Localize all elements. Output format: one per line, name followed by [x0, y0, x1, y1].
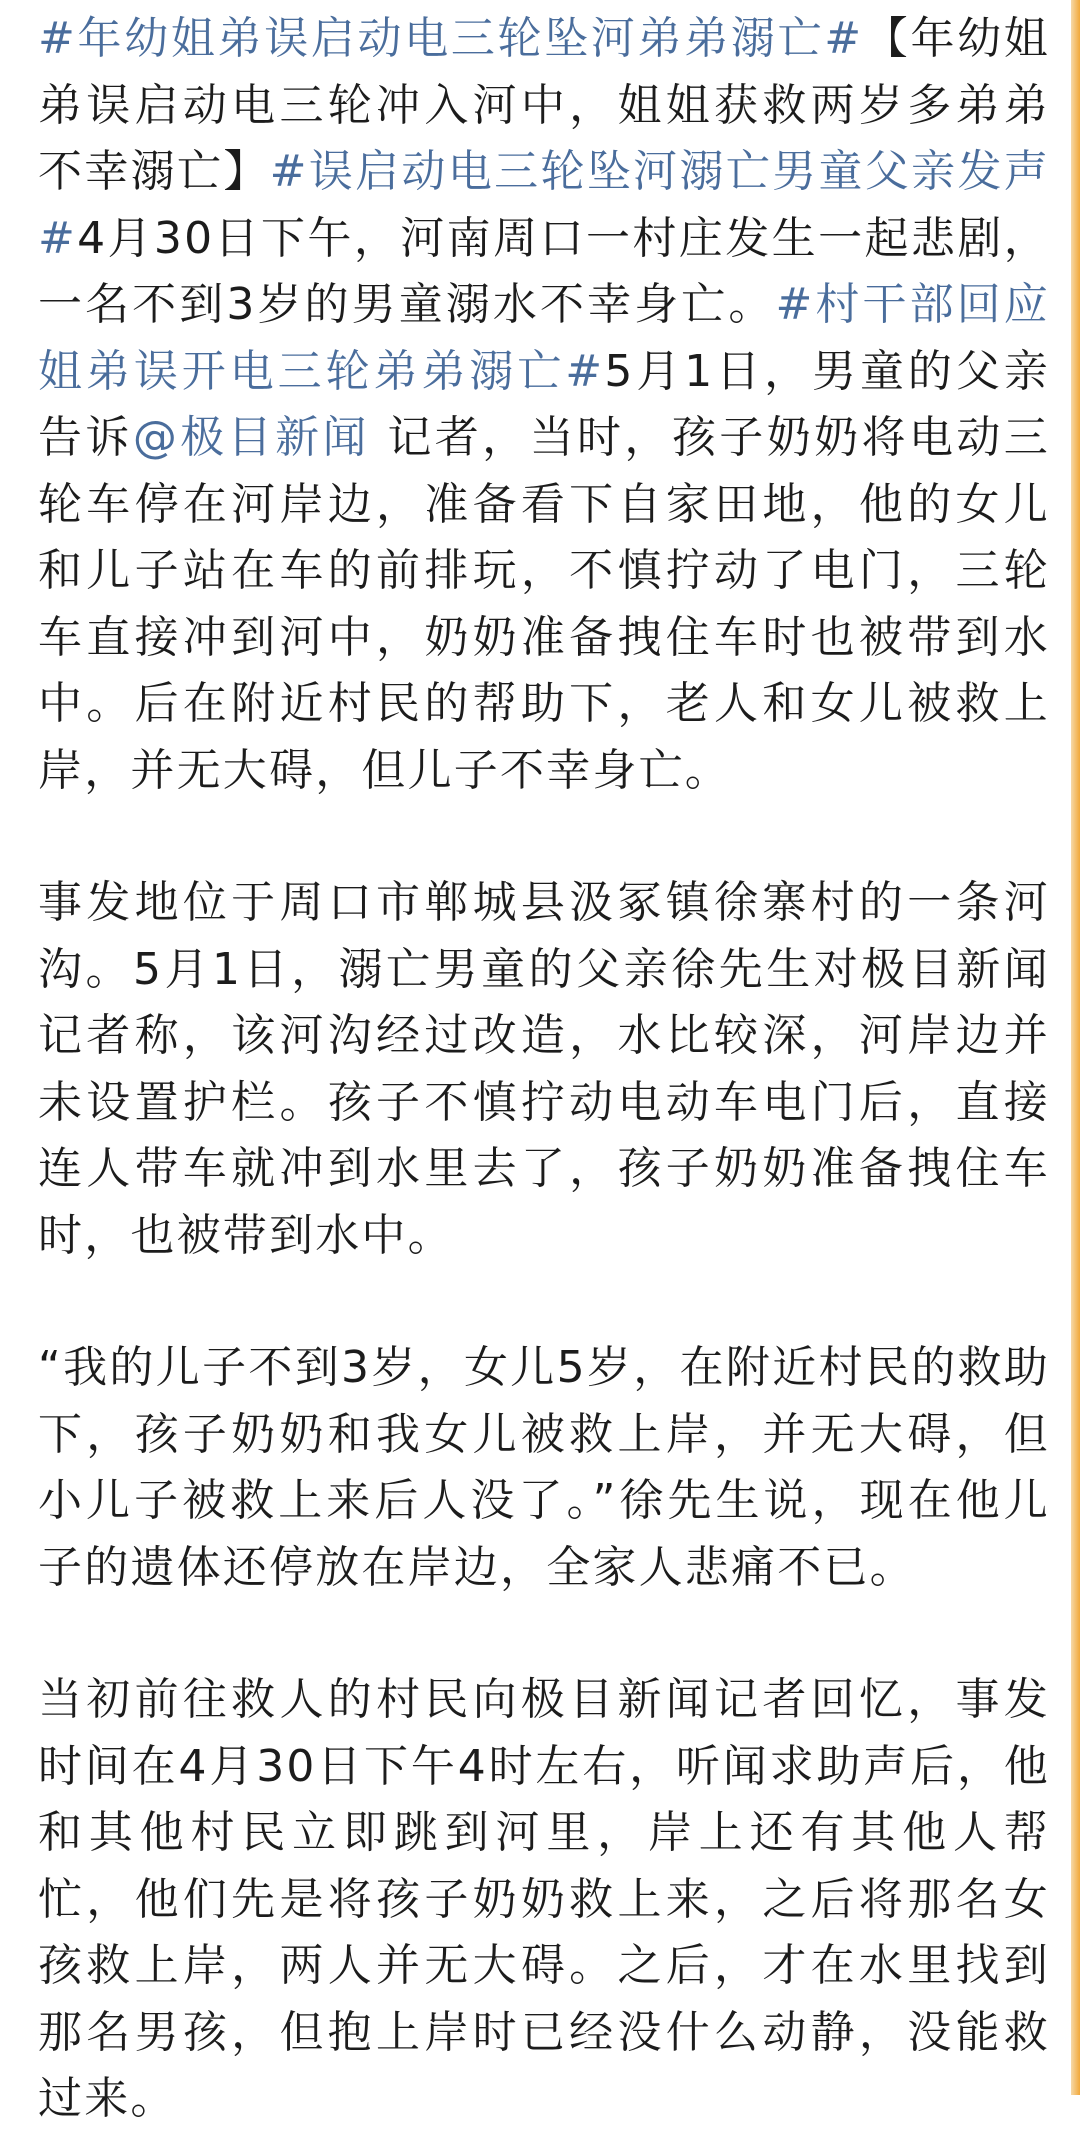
body-text: 记者，当时，孩子奶奶将电动三轮车停在河岸边，准备看下自家田地，他的女儿和儿子站在车的前排玩，不慎拧动了电门，三轮车直接冲到河中，奶奶准备拽住车时也被带到水中。后在附近村民的帮助下，老人和女儿被救上岸，并无大碍，但儿子不幸身亡。 — [38, 412, 1050, 796]
paragraph-4 — [38, 1667, 1050, 2133]
body-text: 当初前往救人的村民向极目新闻记者回忆，事发时间在4月30日下午4时左右，听闻求助声后，他和其他村民立即跳到河里，岸上还有其他人帮忙，他们先是将孩子奶奶救上来，之后将那名女孩救上岸，两人并无大碍。之后，才在水里找到那名男孩，但抱上岸时已经没什么动静，没能救过来。 — [38, 1674, 1050, 2124]
headline-text: 【年幼姐弟误启动电三轮冲入河中，姐姐获救两岁多弟弟不幸溺亡】 — [38, 13, 1050, 197]
post-body — [38, 6, 1050, 2133]
paragraph-3 — [38, 1335, 1050, 1601]
paragraph-1 — [38, 6, 1050, 804]
body-text: “我的儿子不到3岁，女儿5岁，在附近村民的救助下，孩子奶奶和我女儿被救上岸，并无大碍，但小儿子被救上来后人没了。”徐先生说，现在他儿子的遗体还停放在岸边，全家人悲痛不已。 — [38, 1342, 1050, 1593]
hashtag-topic-link[interactable]: #误启动电三轮坠河溺亡男童父亲发声# — [38, 146, 1050, 264]
body-text: 事发地位于周口市郸城县汲冢镇徐寨村的一条河沟。5月1日，溺亡男童的父亲徐先生对极目新闻记者称，该河沟经过改造，水比较深，河岸边并未设置护栏。孩子不慎拧动电动车电门后，直接连人带车就冲到水里去了，孩子奶奶准备拽住车时，也被带到水中。 — [38, 877, 1050, 1261]
user-mention-link[interactable]: @极目新闻 — [132, 412, 370, 463]
body-text: 5月1日，男童的父亲告诉 — [38, 345, 1050, 463]
hashtag-topic-link[interactable]: #年幼姐弟误启动电三轮坠河弟弟溺亡# — [38, 13, 864, 64]
body-text: 4月30日下午，河南周口一村庄发生一起悲剧，一名不到3岁的男童溺水不幸身亡。 — [38, 212, 1050, 330]
hashtag-topic-link[interactable]: #村干部回应姐弟误开电三轮弟弟溺亡# — [38, 279, 1050, 397]
paragraph-2 — [38, 870, 1050, 1269]
edge-accent-strip — [1071, 0, 1080, 2095]
